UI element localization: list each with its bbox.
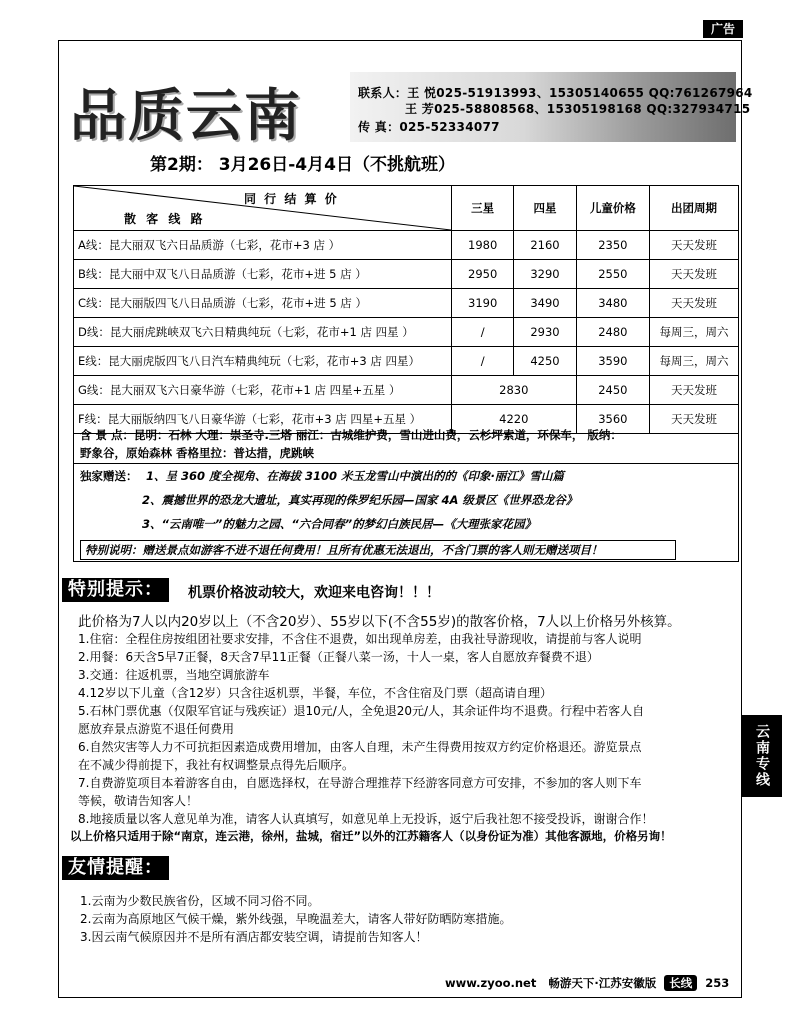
col-four-star: 四星 (514, 186, 576, 231)
brand-title: 品质云南 (70, 83, 302, 149)
route-name: B线：昆大丽中双飞八日品质游（七彩，花市+进 5 店 ） (74, 260, 452, 289)
departure-schedule: 天天发班 (650, 405, 739, 434)
departure-schedule: 天天发班 (650, 260, 739, 289)
price-child: 3480 (576, 289, 649, 318)
included-line-1: 含 景 点：昆明：石林 大理：崇圣寺.三塔 丽江：古城维护费，雪山进山费，云杉坪索道，环保车， 版纳： (80, 428, 622, 442)
price-child: 3590 (576, 347, 649, 376)
price-table (73, 185, 739, 434)
tips-line-3: 3.交通：往返机票，当地空调旅游车 (78, 668, 270, 682)
departure-schedule: 天天发班 (650, 231, 739, 260)
price-merged: 2830 (451, 376, 576, 405)
gift-item-1: 1、呈 360 度全视角、在海拔 3100 米玉龙雪山中演出的的《印象·丽江》雪山篇 (146, 469, 564, 483)
footer-site: www.zyoo.net (445, 976, 537, 990)
header-route-label: 散 客 线 路 (124, 212, 206, 226)
price-three-star: 2950 (451, 260, 513, 289)
table-row (74, 318, 739, 347)
tips-line-8: 在不减少得前提下，我社有权调整景点得先后顺序。 (78, 758, 355, 772)
special-note: 特别说明：赠送景点如游客不进不退任何费用！且所有优惠无法退出，不含门票的客人则无赠送项目！ (80, 540, 676, 560)
included-line-2: 野象谷，原始森林 香格里拉：普达措，虎跳峡 (80, 446, 315, 460)
contact-line-2: 王 芳025-58808568、15305198168 QQ:327934715 (405, 102, 751, 116)
price-three-star: 1980 (451, 231, 513, 260)
tips-line-9: 7.自费游览项目本着游客自由，自愿选择权，在导游合理推荐下经游客同意方可安排，不参加的客人则下车 (78, 776, 642, 790)
tips-line-7: 6.自然灾害等人力不可抗拒因素造成费用增加，由客人自理，未产生得费用按双方约定价格退还。游览景点 (78, 740, 642, 754)
footer-slogan: 畅游天下·江苏安徽版 (548, 976, 657, 990)
gift-item-2: 2、震撼世界的恐龙大遗址，真实再现的侏罗纪乐园—国家 4A 级景区《世界恐龙谷》 (142, 493, 578, 507)
table-row (74, 260, 739, 289)
ad-tag: 广告 (703, 20, 743, 38)
side-tab-yunnan: 云南专线 (742, 715, 782, 797)
price-four-star: 3290 (514, 260, 576, 289)
header-settlement-label: 同 行 结 算 价 (244, 192, 339, 206)
contact-line-1: 联系人：王 悦025-51913993、15305140655 QQ:761267964 (358, 86, 753, 100)
price-child: 2350 (576, 231, 649, 260)
price-child: 2550 (576, 260, 649, 289)
price-child: 2480 (576, 318, 649, 347)
page-number: 253 (705, 976, 730, 990)
price-applicability-note: 以上价格只适用于除“南京，连云港，徐州，盐城，宿迁”以外的江苏籍客人（以身份证为准）其他客源地，价格另询！ (70, 829, 672, 843)
price-child: 2450 (576, 376, 649, 405)
route-name: F线：昆大丽版纳四飞八日豪华游（七彩，花市+3 店 四星+五星 ） (74, 405, 452, 434)
price-three-star: / (451, 347, 513, 376)
departure-schedule: 每周三，周六 (650, 318, 739, 347)
price-four-star: 3490 (514, 289, 576, 318)
tips-line-2: 2.用餐：6天含5早7正餐，8天含7早11正餐（正餐八菜一汤，十人一桌，客人自愿放弃餐费不退） (78, 650, 599, 664)
gift-label: 独家赠送： (80, 469, 138, 483)
contact-line-3: 传 真：025-52334077 (358, 120, 500, 134)
reminder-line-1: 1.云南为少数民族省份，区域不同习俗不同。 (80, 894, 320, 908)
price-child: 3560 (576, 405, 649, 434)
departure-schedule: 每周三，周六 (650, 347, 739, 376)
tips-line-0: 此价格为7人以内20岁以上（不含20岁）、55岁以下(不含55岁)的散客价格，7人以上价格另外核算。 (78, 614, 681, 630)
table-row (74, 231, 739, 260)
route-name: E线：昆大丽虎版四飞八日汽车精典纯玩（七彩，花市+3 店 四星） (74, 347, 452, 376)
price-merged: 4220 (451, 405, 576, 434)
tips-line-6: 愿放弃景点游览不退任何费用 (78, 722, 235, 736)
price-three-star: 3190 (451, 289, 513, 318)
tips-line-1: 1.住宿：全程住房按组团社要求安排，不含住不退费，如出现单房差，由我社导游现收，请提前与客人说明 (78, 632, 642, 646)
issue-date: 第2期： 3月26日-4月4日（不挑航班） (150, 155, 455, 175)
price-four-star: 2160 (514, 231, 576, 260)
tips-line-5: 5.石林门票优惠（仅限军官证与残疾证）退10元/人，全免退20元/人，其余证件均不退费。行程中若客人自 (78, 704, 645, 718)
tips-line-11: 8.地接质量以客人意见单为准，请客人认真填写，如意见单上无投诉，返宁后我社恕不接受投诉，谢谢合作！ (78, 812, 654, 826)
page-footer (445, 975, 729, 991)
price-four-star: 4250 (514, 347, 576, 376)
tips-line-4: 4.12岁以下儿童（含12岁）只含往返机票，半餐，车位，不含住宿及门票（超高请自理） (78, 686, 552, 700)
special-tips-label: 特别提示： (62, 578, 169, 602)
reminder-label: 友情提醒： (62, 856, 169, 880)
departure-schedule: 天天发班 (650, 376, 739, 405)
price-three-star: / (451, 318, 513, 347)
col-three-star: 三星 (451, 186, 513, 231)
table-row (74, 289, 739, 318)
reminder-line-2: 2.云南为高原地区气候干燥，紫外线强，早晚温差大，请客人带好防晒防寒措施。 (80, 912, 512, 926)
footer-tag: 长线 (664, 975, 697, 991)
price-four-star: 2930 (514, 318, 576, 347)
route-name: C线：昆大丽版四飞八日品质游（七彩，花市+进 5 店 ） (74, 289, 452, 318)
departure-schedule: 天天发班 (650, 289, 739, 318)
col-child-price: 儿童价格 (576, 186, 649, 231)
route-name: G线：昆大丽双飞六日豪华游（七彩，花市+1 店 四星+五星 ） (74, 376, 452, 405)
gift-item-3: 3、“云南唯一”的魅力之园、“六合同春”的梦幻白族民居—《大理张家花园》 (142, 517, 537, 531)
route-name: D线：昆大丽虎跳峡双飞六日精典纯玩（七彩，花市+1 店 四星 ） (74, 318, 452, 347)
tips-line-10: 等候，敬请告知客人！ (78, 794, 199, 808)
table-row (74, 376, 739, 405)
table-header-corner (74, 186, 452, 231)
table-header-row (74, 186, 739, 231)
included-sights (73, 424, 739, 464)
col-departure: 出团周期 (650, 186, 739, 231)
reminder-line-3: 3.因云南气候原因并不是所有酒店都安装空调，请提前告知客人！ (80, 930, 428, 944)
special-tips-headline: 机票价格波动较大，欢迎来电咨询！！！ (188, 585, 440, 601)
route-name: A线：昆大丽双飞六日品质游（七彩，花市+3 店 ） (74, 231, 452, 260)
table-row (74, 347, 739, 376)
